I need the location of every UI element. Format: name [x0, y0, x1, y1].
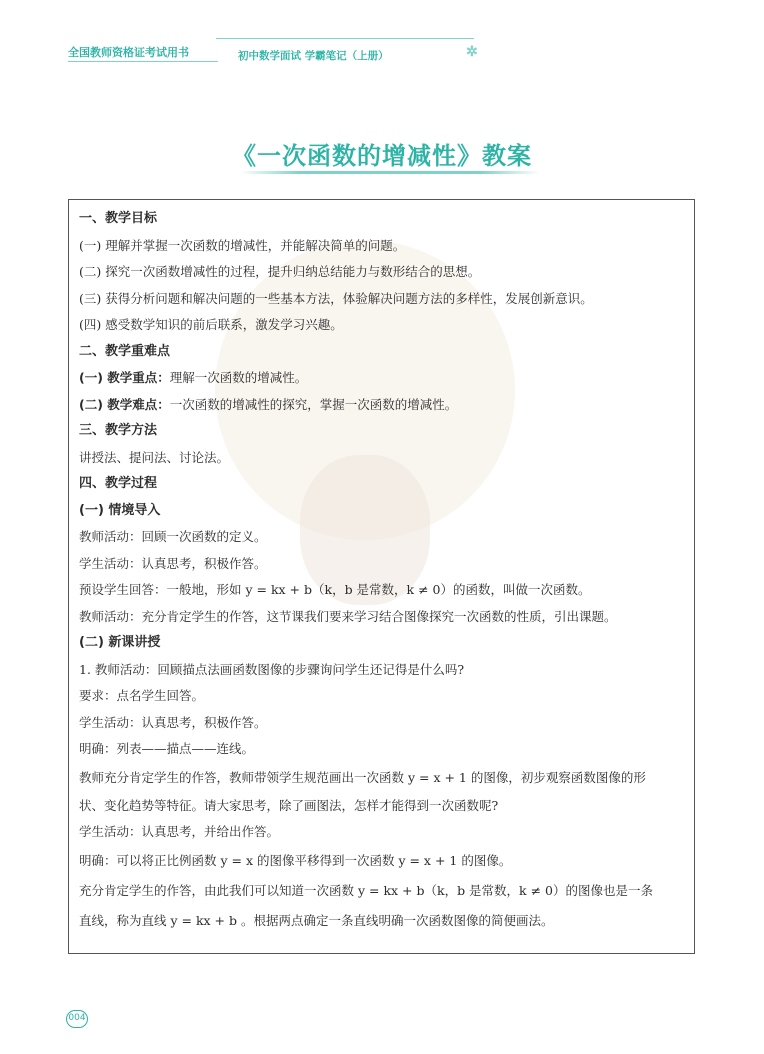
subsection-heading: (一) 情境导入 — [79, 502, 161, 518]
page-number: 004 — [66, 1010, 88, 1028]
section-heading: 一、教学目标 — [79, 211, 158, 226]
section-heading: 二、教学重难点 — [79, 343, 171, 359]
process-line: 学生活动：认真思考，积极作答。 — [79, 714, 267, 730]
process-line: 学生活动：认真思考，并给出作答。 — [79, 824, 280, 839]
header-rule-left — [68, 61, 218, 62]
key-point-label: (一) 教学重点： — [79, 370, 170, 385]
header-series: 全国教师资格证考试用书 — [68, 46, 189, 59]
process-line: 充分肯定学生的作答，由此我们可以知道一次函数 y = kx + b（k，b 是常数，k ≠ 0）的图像也是一条 — [79, 882, 654, 898]
difficult-point-text: 一次函数的增减性的探究，掌握一次函数的增减性。 — [169, 396, 458, 412]
process-line: 教师充分肯定学生的作答，教师带领学生规范画出一次函数 y = x + 1 的图像，初步观察函数图像的形 — [79, 769, 646, 785]
process-line: 状、变化趋势等特征。请大家思考，除了画图法，怎样才能得到一次函数呢? — [79, 797, 499, 813]
process-line: 明确：列表——描点——连线。 — [79, 741, 255, 756]
method-text: 讲授法、提问法、讨论法。 — [79, 449, 230, 465]
subsection-heading: (二) 新课讲授 — [79, 635, 161, 650]
key-point — [79, 365, 689, 392]
process-line: 学生活动：认真思考，积极作答。 — [79, 555, 267, 571]
objective-item: (三) 获得分析问题和解决问题的一些基本方法，体验解决问题方法的多样性，发展创新意识。 — [79, 290, 593, 306]
header-rule-right — [216, 38, 474, 39]
difficult-point-label: (二) 教学难点： — [79, 396, 170, 412]
section-heading: 三、教学方法 — [79, 423, 158, 438]
lesson-plan-body — [79, 206, 689, 936]
process-line: 要求：点名学生回答。 — [79, 688, 205, 703]
title-underline — [240, 171, 540, 174]
difficult-point — [79, 392, 689, 419]
process-line: 明确：可以将正比例函数 y = x 的图像平移得到一次函数 y = x + 1 的图像。 — [79, 852, 512, 868]
running-header — [68, 42, 488, 62]
star-icon: ✲ — [466, 44, 478, 60]
objective-item: (二) 探究一次函数增减性的过程，提升归纳总结能力与数形结合的思想。 — [79, 264, 481, 279]
objective-item: (一) 理解并掌握一次函数的增减性，并能解决简单的问题。 — [79, 237, 406, 253]
process-line: 直线，称为直线 y = kx + b 。根据两点确定一条直线明确一次函数图像的简便画法。 — [79, 912, 554, 928]
document-title: 《一次函数的增减性》教案 — [232, 141, 532, 170]
process-line: 预设学生回答：一般地，形如 y = kx + b（k，b 是常数，k ≠ 0）的函数，叫做一次函数。 — [79, 582, 591, 597]
objective-item: (四) 感受数学知识的前后联系，激发学习兴趣。 — [79, 317, 343, 332]
key-point-text: 理解一次函数的增减性。 — [169, 370, 308, 385]
section-heading: 四、教学过程 — [79, 476, 158, 491]
process-line: 教师活动：回顾一次函数的定义。 — [79, 529, 267, 544]
process-line: 1. 教师活动：回顾描点法画函数图像的步骤询问学生还记得是什么吗? — [79, 661, 465, 677]
process-line: 教师活动：充分肯定学生的作答，这节课我们要来学习结合图像探究一次函数的性质，引出课题。 — [79, 608, 617, 624]
header-book-title: 初中数学面试 学霸笔记（上册） — [238, 50, 389, 62]
